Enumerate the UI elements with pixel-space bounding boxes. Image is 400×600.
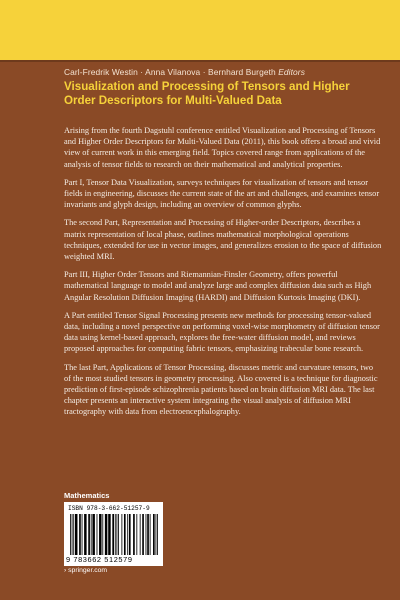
description [64,125,382,425]
book-header [64,67,382,108]
publisher-website: › springer.com [64,567,108,574]
barcode-bars [70,514,158,555]
paragraph-intro: Arising from the fourth Dagstuhl conference entitled Visualization and Processing of Tensors and Higher Order Descriptors for Multi-Valued Data (2011), this book offers a broad and vivid view of current work in this emerging field. Topics covered range from applications of the analysis of tensor fields to research on their mathematical and analytical properties. [64,126,381,169]
book-title: Visualization and Processing of Tensors and Higher Order Descriptors for Multi-Valued Data [64,80,350,107]
paragraph-part-4: A Part entitled Tensor Signal Processing presents new methods for processing tensor-valued data, including a novel perspective on performing voxel-wise morphometry of diffusion tensor data using kernel-based approach, explores the free-water diffusion model, and reviews proposed approaches for computing fabric tensors, emphasizing trabecular bone research. [64,310,380,354]
header-divider [0,60,400,62]
authors-names: Carl-Fredrik Westin · Anna Vilanova · Bernhard Burgeth [64,67,276,77]
isbn-label: ISBN 978-3-662-51257-9 [68,505,150,512]
paragraph-part-2: The second Part, Representation and Processing of Higher-order Descriptors, describes a matrix representation of local phase, outlines mathematical morphological operations techniques, extended for use in vector images, and generalizes erosion to the space of diffusion weighted MRI. [64,218,382,262]
editors-label: Editors [278,67,305,77]
top-color-band [0,0,400,60]
paragraph-part-1: Part I, Tensor Data Visualization, surveys techniques for visualization of tensors and tensor fields in engineering, discusses the current state of the art and challenges, and examines tensor invariants and glyph design, including an overview of common glyphs. [64,177,380,210]
authors-line [64,67,382,77]
barcode [64,502,163,566]
subject-label: Mathematics [64,491,110,500]
paragraph-part-3: Part III, Higher Order Tensors and Riemannian-Finsler Geometry, offers powerful mathematical language to model and analyze large and complex diffusion data such as High Angular Resolution Diffusion Imaging (HARDI) and Diffusion Kurtosis Imaging (DKI). [64,270,372,302]
barcode-number: 9 783662 512579 [66,555,133,564]
paragraph-part-5: The last Part, Applications of Tensor Processing, discusses metric and curvature tensors, two of the most studied tensors in geometry processing. Also covered is a technique for diagnostic prediction of first-episode schizophrenia patients based on brain diffusion MRI data. The last chapter presents an interactive system integrating the visual analysis of diffusion MRI tractography with data from electroencephalography. [64,362,378,417]
